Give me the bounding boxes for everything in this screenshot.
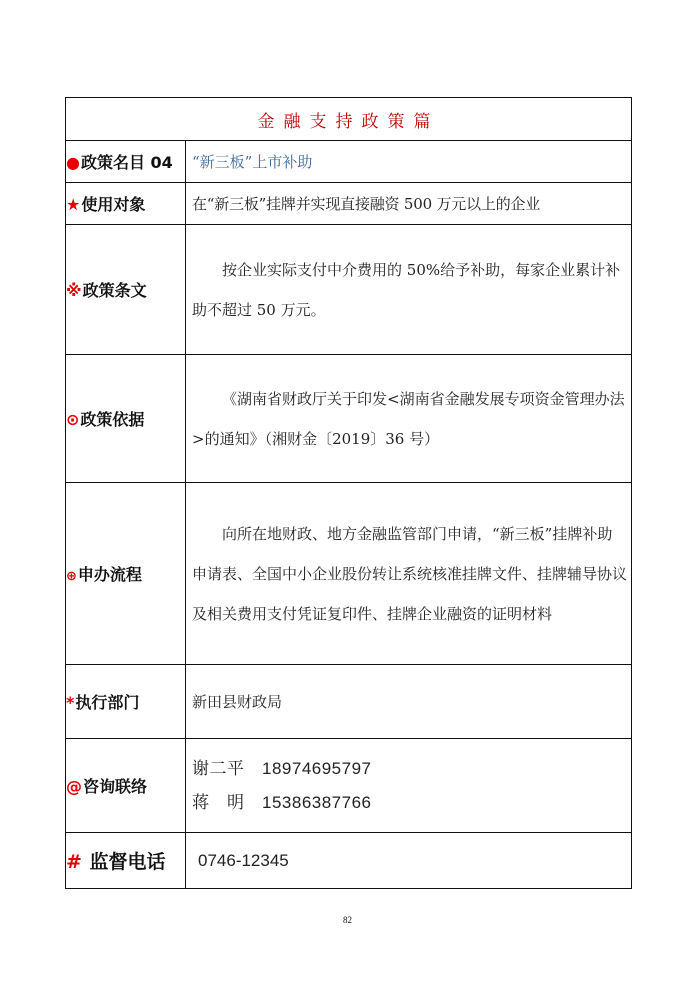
hash-icon: # — [66, 851, 82, 873]
basis-value: 《湖南省财政厅关于印发<湖南省金融发展专项资金管理办法>的通知》（湘财金〔2019〕36 号） — [192, 389, 625, 448]
contact-label: 咨询联络 — [83, 777, 148, 796]
basis-label-cell — [66, 355, 186, 483]
clause-label-cell — [66, 225, 186, 355]
contact-cell — [186, 739, 632, 833]
process-value: 向所在地财政、地方金融监管部门申请，“新三板”挂牌补助申请表、全国中小企业股份转让系统核准挂牌文件、挂牌辅导协议及相关费用支付凭证复印件、挂牌企业融资的证明材料 — [192, 524, 628, 623]
clause-cell — [186, 225, 632, 355]
policy-name: “新三板”上市补助 — [186, 141, 632, 183]
contact-phone: 15386387766 — [262, 792, 372, 812]
page-number: 82 — [343, 915, 352, 925]
contact-person — [192, 752, 627, 786]
department-label-cell — [66, 665, 186, 739]
contact-phone: 18974695797 — [262, 758, 372, 778]
star-icon: ★ — [66, 195, 81, 214]
asterisk-icon: * — [66, 693, 75, 712]
contact-label-cell — [66, 739, 186, 833]
contact-person — [192, 786, 627, 820]
process-label-cell — [66, 483, 186, 665]
process-cell — [186, 483, 632, 665]
contact-name: 谢二平 — [192, 758, 245, 778]
circled-plus-icon: ⊕ — [66, 569, 77, 584]
at-sign-icon: @ — [66, 777, 82, 796]
department-label: 执行部门 — [75, 693, 140, 712]
supervision-label: 监督电话 — [89, 851, 166, 873]
basis-label: 政策依据 — [80, 410, 145, 429]
policy-label-cell — [66, 141, 186, 183]
section-title: 金融支持政策篇 — [66, 98, 632, 141]
target-label: 使用对象 — [81, 195, 146, 214]
bullet-icon: ● — [66, 153, 80, 172]
contact-name: 蒋 明 — [192, 792, 245, 812]
policy-label: 政策名目 04 — [80, 153, 173, 172]
target-label-cell — [66, 183, 186, 225]
target-value: 在“新三板”挂牌并实现直接融资 500 万元以上的企业 — [186, 183, 632, 225]
supervision-phone: 0746-12345 — [186, 833, 632, 889]
process-label: 申办流程 — [77, 565, 142, 584]
policy-table — [65, 97, 632, 889]
circled-dot-icon: ⊙ — [66, 410, 80, 429]
clause-label: 政策条文 — [82, 281, 147, 300]
reference-mark-icon: ※ — [66, 281, 82, 300]
supervision-label-cell — [66, 833, 186, 889]
clause-value: 按企业实际支付中介费用的 50%给予补助，每家企业累计补助不超过 50 万元。 — [192, 260, 621, 319]
department-value: 新田县财政局 — [186, 665, 632, 739]
basis-cell — [186, 355, 632, 483]
